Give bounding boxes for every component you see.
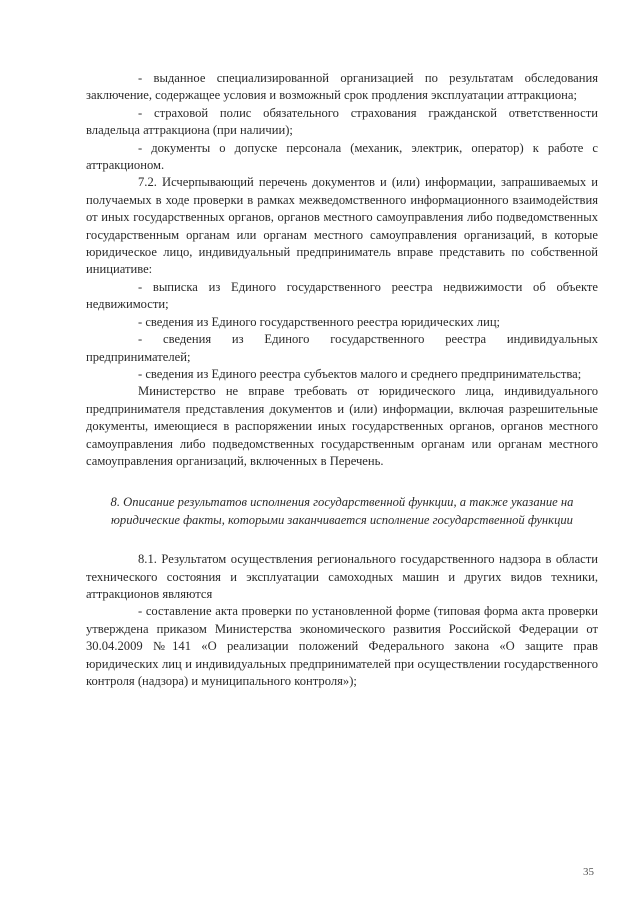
paragraph: - выданное специализированной организацией по результатам обследования заключение, содержащее условия и возможный срок продления эксплуатации аттракциона; <box>86 71 598 103</box>
paragraph: - сведения из Единого государственного реестра индивидуальных предпринимателей; <box>86 332 598 364</box>
section-8-body <box>86 551 598 690</box>
paragraph: - сведения из Единого реестра субъектов малого и среднего предпринимательства; <box>138 366 582 381</box>
paragraph: - страховой полис обязательного страхования гражданской ответственности владельца аттракциона (при наличии); <box>86 105 598 138</box>
section-8-heading: 8. Описание результатов исполнения государственной функции, а также указание на юридические факты, которыми заканчивается исполнение государственной функции <box>110 495 574 527</box>
page-number: 35 <box>583 866 594 878</box>
section-7-body <box>86 70 598 470</box>
document-page <box>86 70 598 690</box>
paragraph: - документы о допуске персонала (механик, электрик, оператор) к работе с аттракционом. <box>86 140 598 173</box>
paragraph: 8.1. Результатом осуществления регионального государственного надзора в области технического состояния и эксплуатации самоходных машин и других видов техники, аттракционов являются <box>86 552 598 601</box>
paragraph: - составление акта проверки по установленной форме (типовая форма акта проверки утверждена приказом Министерства экономического развития Российской Федерации от 30.04.2009 №141 «О реализации положений Федерального закона «О защите прав юридических лиц и индивидуальных предпринимателей при осуществлении государственного контроля (надзора) и муниципального контроля»); <box>86 604 598 688</box>
paragraph: Министерство не вправе требовать от юридического лица, индивидуального предпринимателя представления документов и (или) информации, включая разрешительные документы, имеющиеся в распоряжении иных государственных органов, органов местного самоуправления либо подведомственных государственным органам или органам местного самоуправления организаций, включенных в Перечень. <box>86 384 598 468</box>
paragraph: - сведения из Единого государственного реестра юридических лиц; <box>138 314 501 329</box>
paragraph: 7.2. Исчерпывающий перечень документов и (или) информации, запрашиваемых и получаемых в ходе проверки в рамках межведомственного информационного взаимодействия от иных государственных органов, органов местного самоуправления либо подведомственных государственным органам или органам местного самоуправления организаций, в которые юридическое лицо, индивидуальный предприниматель вправе представить по собственной инициативе: <box>86 175 598 277</box>
paragraph: - выписка из Единого государственного реестра недвижимости об объекте недвижимости; <box>86 279 598 312</box>
